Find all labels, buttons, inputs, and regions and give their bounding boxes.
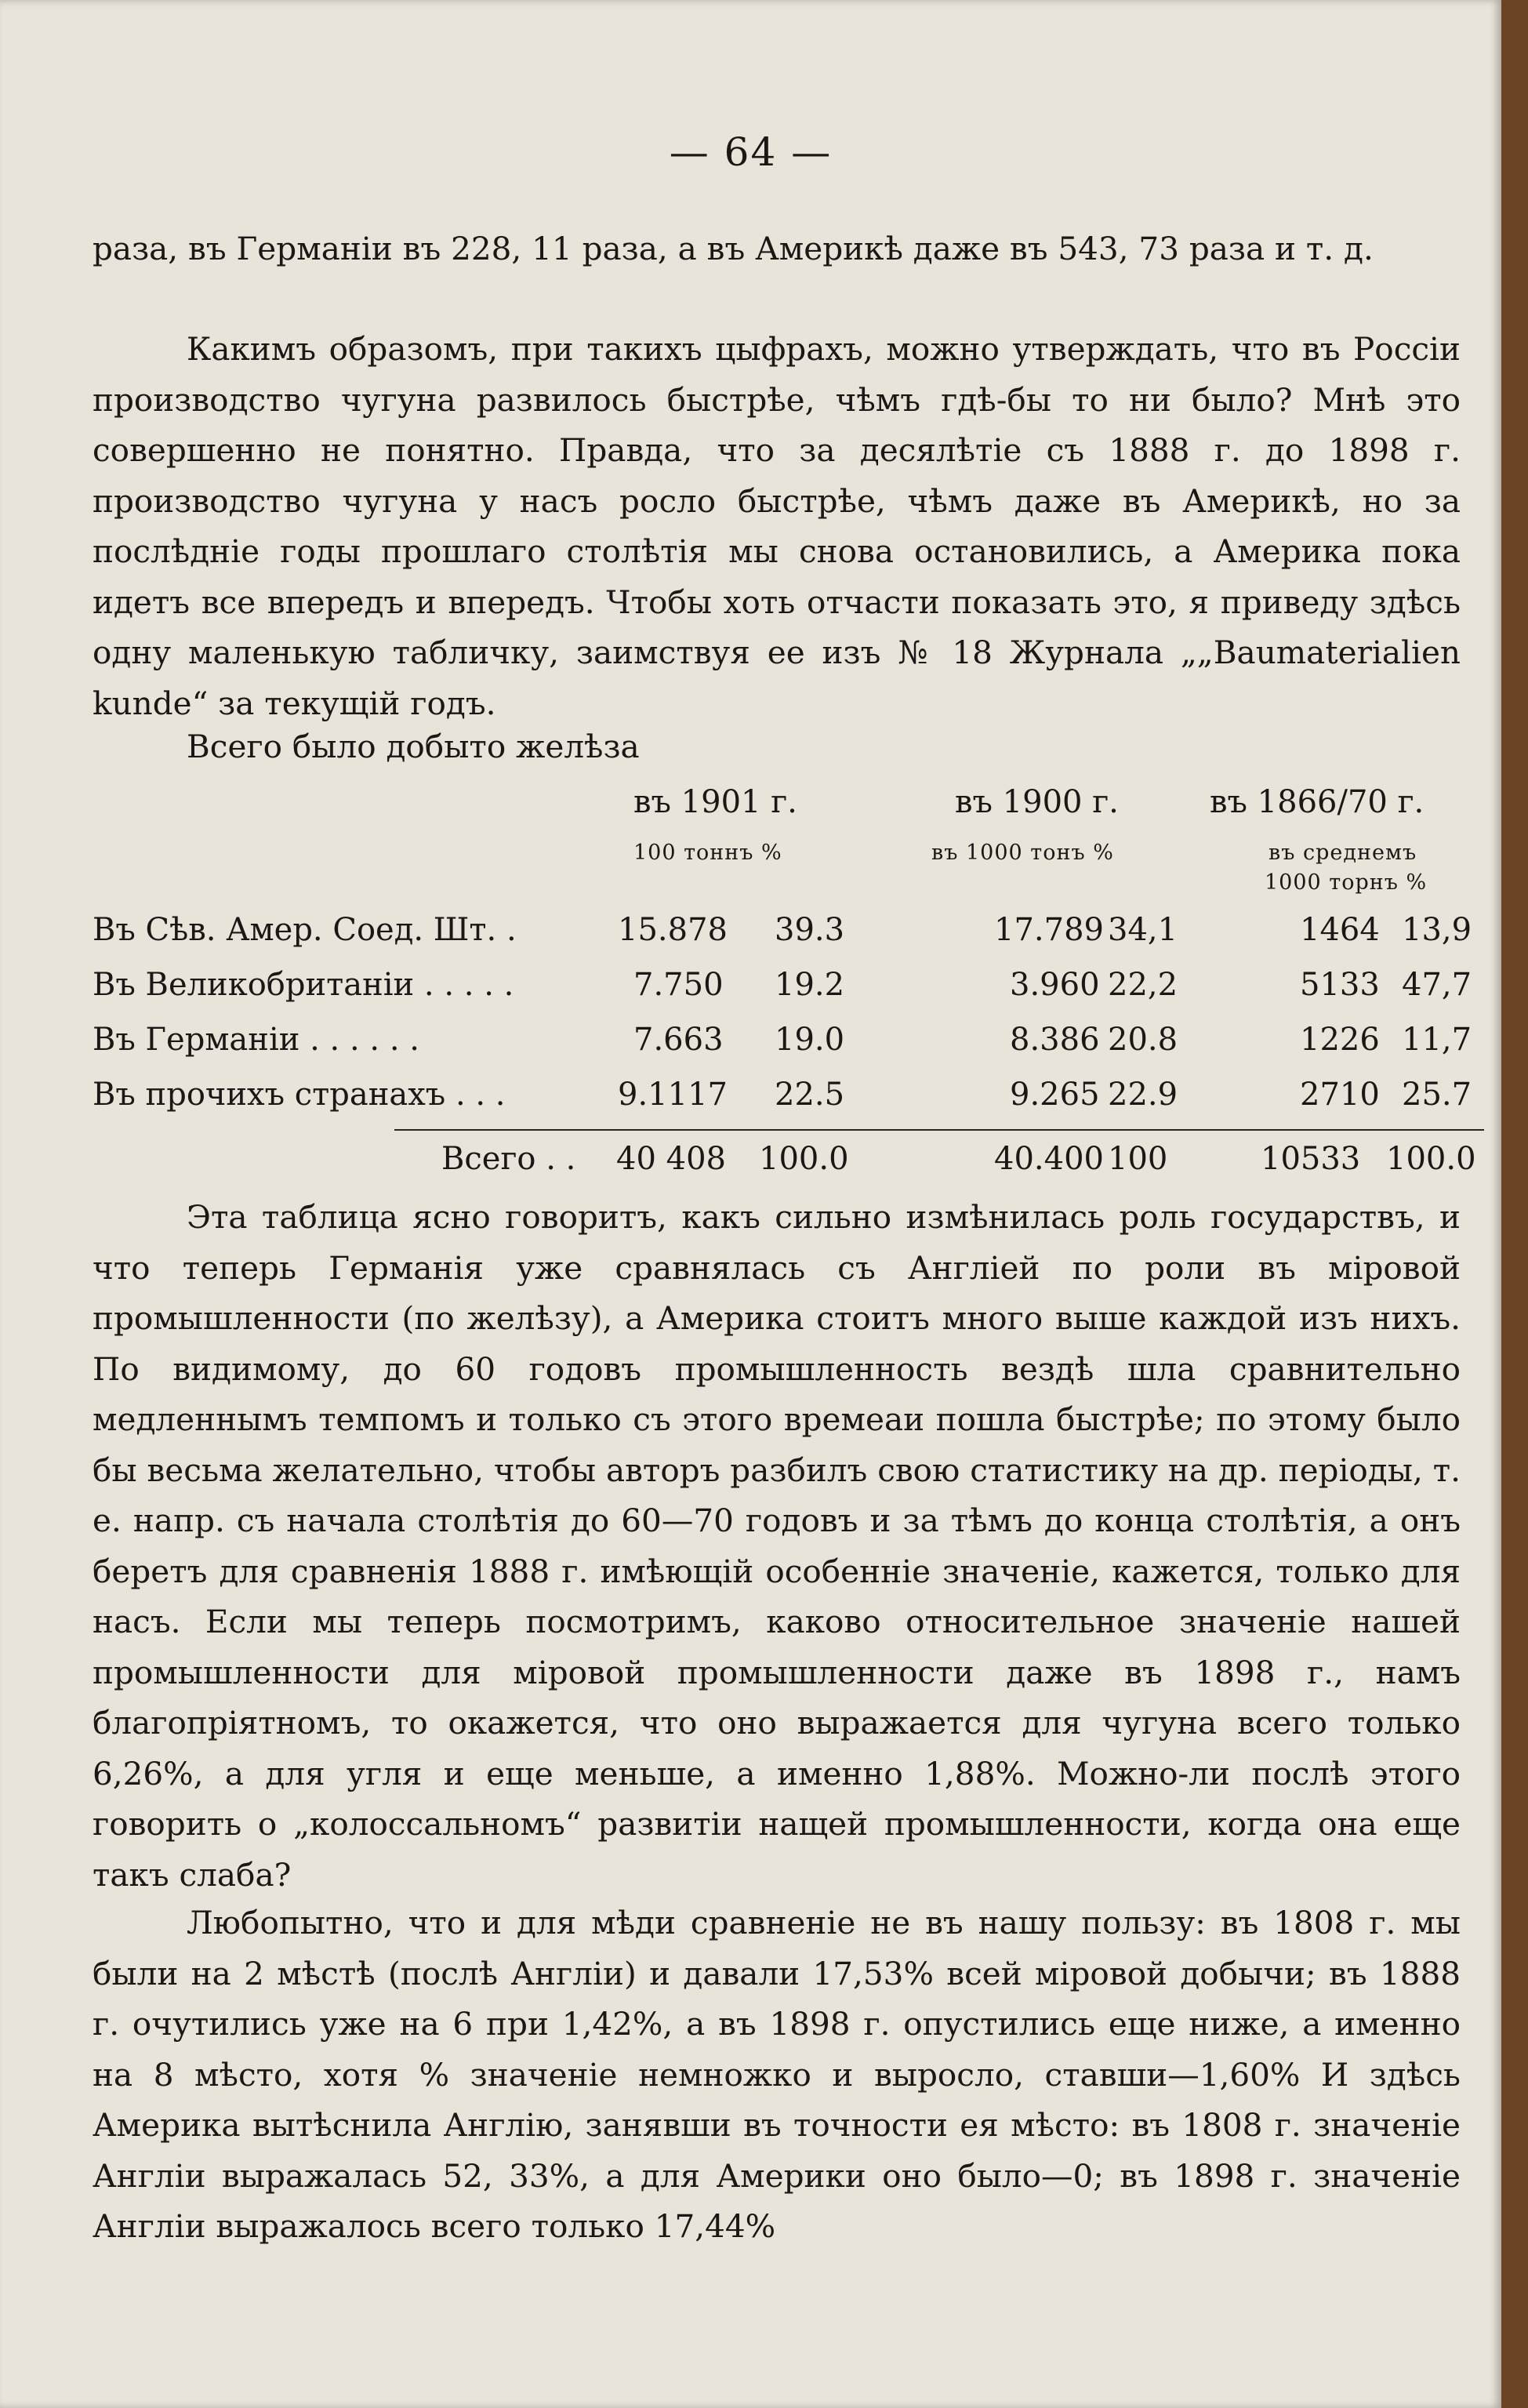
paragraph-3-text: Эта таблица ясно говоритъ, какъ сильно измѣнилась роль государствъ, и что теперь Германія уже сравнялась съ Англіей по роли въ міровой промышленности (по желѣзу), а Америка стоитъ много выше каждой изъ нихъ. По видимому, до 60 годовъ промышленность вездѣ шла сравнительно медленнымъ темпомъ и только съ этого времеаи пошла быстрѣе; по этому было бы весьма желательно, чтобы авторъ разбилъ свою статистику на др. періоды, т. е. напр. съ начала столѣтія до 60—70 годовъ и за тѣмъ до конца столѣтія, а онъ беретъ для сравненія 1888 г. имѣющій особенніе значеніе, кажется, только для насъ. Если мы теперь посмотримъ, каково относительное значеніе нашей промышленности для міровой промышленности даже въ 1898 г., намъ благопріятномъ, то окажется, что оно выражается для чугуна всего только 6,26%, а для угля и еще меньше, а именно 1,88%. Можно-ли послѣ этого говорить о „колоссальномъ“ развитіи нащей промышленности, когда она еще такъ слаба? <box>93 1198 1461 1894</box>
col-head-1866: въ 1866/70 г. <box>1210 784 1425 820</box>
cell: 15.878 <box>618 912 728 948</box>
paragraph-4 <box>93 1898 1461 2252</box>
cell: 100.0 <box>1386 1141 1476 1177</box>
cell: 7.663 <box>633 1022 724 1058</box>
cell: 17.789 <box>994 912 1104 948</box>
table-row <box>93 967 1480 1014</box>
table-total-row <box>93 1141 1480 1188</box>
table-row <box>93 1022 1480 1069</box>
cell: 40 408 <box>616 1141 726 1177</box>
cell: 2710 <box>1300 1077 1380 1113</box>
cell: 7.750 <box>633 967 724 1003</box>
cell: 100 <box>1108 1141 1168 1177</box>
cell: 19.2 <box>775 967 845 1003</box>
paragraph-1-text: раза, въ Германіи въ 228, 11 раза, а въ Америкѣ даже въ 543, 73 раза и т. д. <box>93 230 1374 267</box>
subhead-1866-b: 1000 торнъ % <box>1265 870 1428 895</box>
cell: 3.960 <box>1010 967 1100 1003</box>
cell: 22.5 <box>775 1077 845 1113</box>
cell: 25.7 <box>1402 1077 1472 1113</box>
cell: 10533 <box>1261 1141 1361 1177</box>
cell: 9.1117 <box>618 1077 728 1113</box>
row-label: Въ Сѣв. Амер. Соед. Шт. . <box>93 912 517 948</box>
book-edge <box>1501 0 1528 2408</box>
cell: 19.0 <box>775 1022 845 1058</box>
row-label: Въ Германіи . . . . . . <box>93 1022 419 1058</box>
cell: 20.8 <box>1108 1022 1178 1058</box>
cell: 39.3 <box>775 912 845 948</box>
subhead-1901: 100 тоннъ % <box>633 841 782 865</box>
subhead-1900: въ 1000 тонъ % <box>931 841 1114 865</box>
page-number: — 64 — <box>669 129 833 175</box>
cell: 9.265 <box>1010 1077 1100 1113</box>
cell: 47,7 <box>1402 967 1472 1003</box>
paragraph-2 <box>93 324 1461 728</box>
cell: 11,7 <box>1402 1022 1472 1058</box>
total-rule <box>394 1129 1484 1131</box>
cell: 8.386 <box>1010 1022 1100 1058</box>
cell: 40.400 <box>994 1141 1104 1177</box>
table-row <box>93 912 1480 959</box>
row-label: Въ прочихъ странахъ . . . <box>93 1077 506 1113</box>
col-head-1900: въ 1900 г. <box>955 784 1119 820</box>
table-row <box>93 1077 1480 1124</box>
cell: 100.0 <box>759 1141 849 1177</box>
paragraph-2-text: Какимъ образомъ, при такихъ цыфрахъ, можно утверждать, что въ Россіи производство чугуна развилось быстрѣе, чѣмъ гдѣ-бы то ни было? Мнѣ это совершенно не понятно. Правда, что за десялѣтіе съ 1888 г. до 1898 г. производство чугуна у насъ росло быстрѣе, чѣмъ даже въ Америкѣ, но за послѣдніе годы прошлаго столѣтія мы снова остановились, а Америка пока идетъ все впередъ и впередъ. Чтобы хоть отчасти показать это, я приведу здѣсь одну маленькую табличку, заимствуя ее изъ № 18 Журнала „„Baumaterialien kunde“ за текущій годъ. <box>93 330 1461 722</box>
total-label: Всего . . <box>441 1141 576 1177</box>
paragraph-3 <box>93 1192 1461 1900</box>
cell: 1226 <box>1300 1022 1380 1058</box>
col-head-1901: въ 1901 г. <box>633 784 797 820</box>
table-caption: Всего было добыто желѣза <box>187 728 640 765</box>
cell: 5133 <box>1300 967 1380 1003</box>
cell: 22,2 <box>1108 967 1178 1003</box>
cell: 1464 <box>1300 912 1380 948</box>
cell: 13,9 <box>1402 912 1472 948</box>
row-label: Въ Великобританіи . . . . . <box>93 967 514 1003</box>
subhead-1866-a: въ среднемъ <box>1268 841 1417 865</box>
paragraph-1 <box>93 223 1461 274</box>
cell: 34,1 <box>1108 912 1178 948</box>
paragraph-4-text: Любопытно, что и для мѣди сравненіе не въ нашу пользу: въ 1808 г. мы были на 2 мѣстѣ (послѣ Англіи) и давали 17,53% всей міровой добычи; въ 1888 г. очутились уже на 6 при 1,42%, а въ 1898 г. опустились еще ниже, а именно на 8 мѣсто, хотя % значеніе немножко и выросло, ставши—1,60% И здѣсь Америка вытѣснила Англію, занявши въ точности ея мѣсто: въ 1808 г. значеніе Англіи выражалась 52, 33%, а для Америки оно было—0; въ 1898 г. значеніе Англіи выражалось всего только 17,44% <box>93 1904 1461 2245</box>
cell: 22.9 <box>1108 1077 1178 1113</box>
